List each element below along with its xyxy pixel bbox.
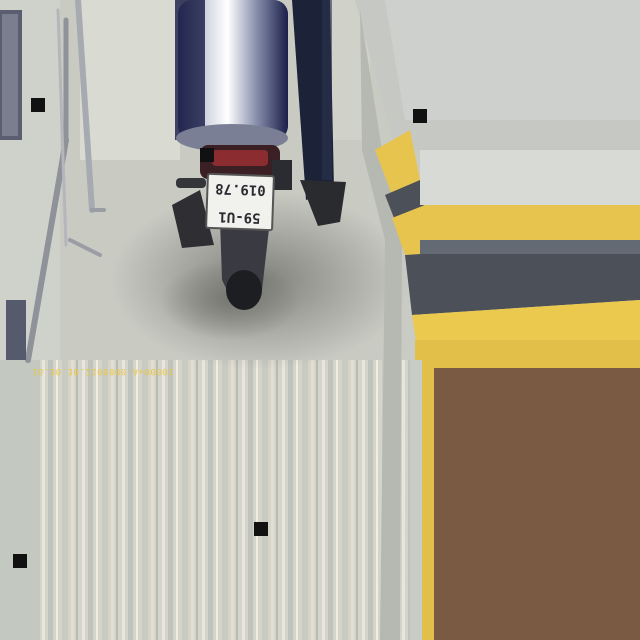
license-plate-line1: 59-U1: [218, 208, 261, 226]
marker-square: [31, 98, 45, 112]
stretched-floor-area: [30, 360, 420, 640]
marker-square: [254, 522, 268, 536]
camera-timestamp-overlay: 16.30.30.2100000 A+00001: [32, 366, 175, 376]
staircase: [355, 0, 640, 640]
marker-square: [413, 109, 427, 123]
license-plate: [205, 173, 275, 231]
marker-square: [200, 148, 214, 162]
marker-square: [13, 554, 27, 568]
license-plate-line2: 019.78: [214, 180, 267, 198]
brown-wall: [434, 368, 640, 640]
rear-tire: [226, 270, 262, 310]
